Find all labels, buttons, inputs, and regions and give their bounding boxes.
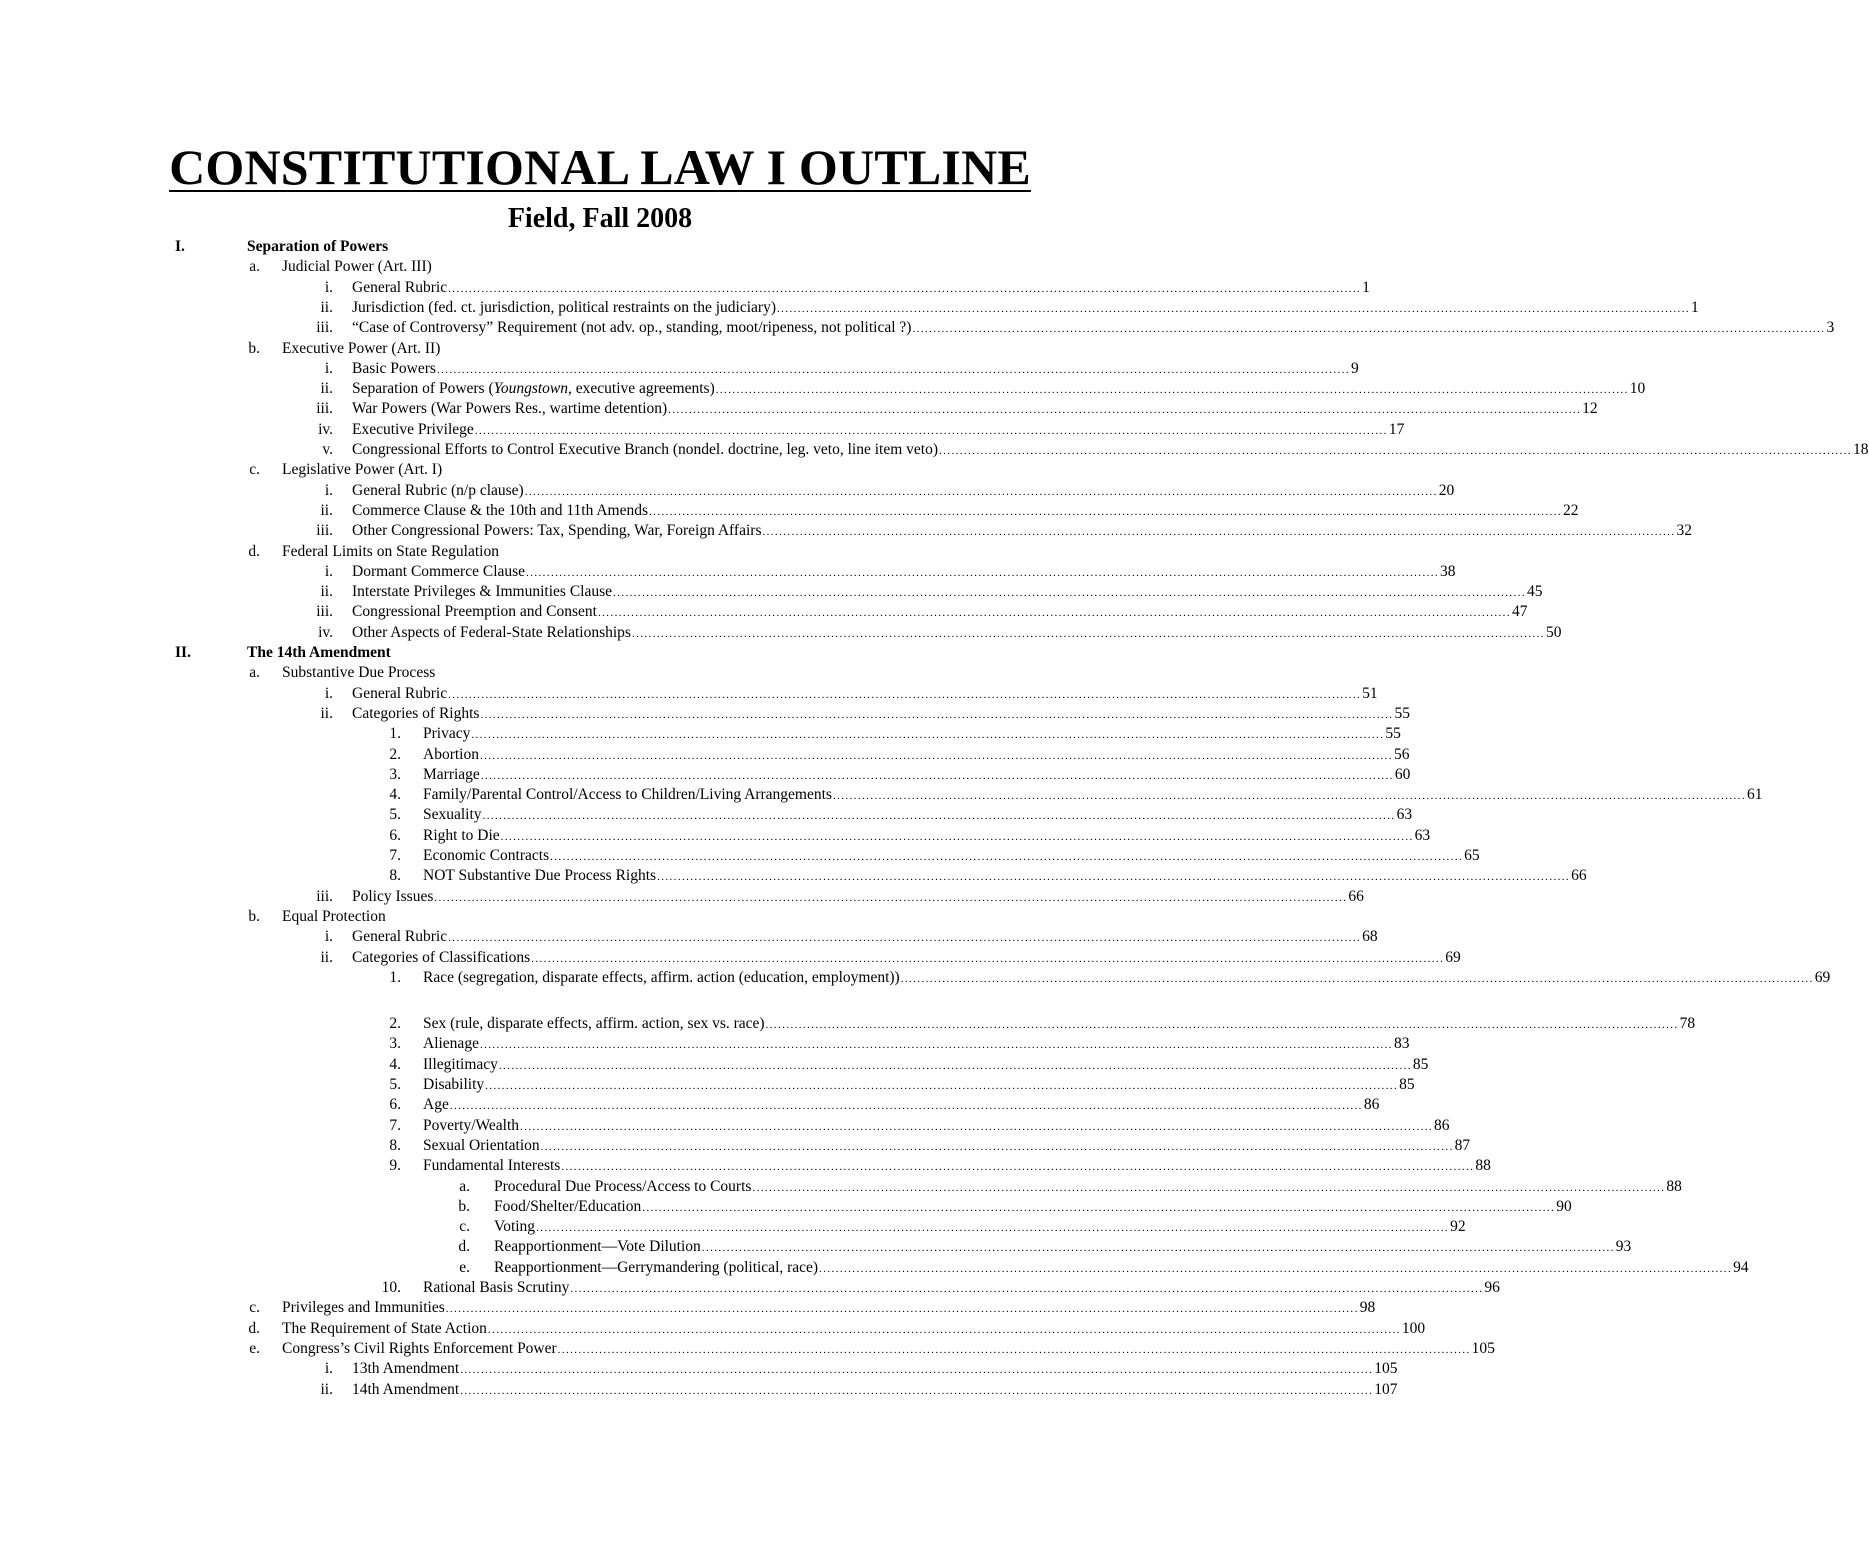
toc-entry-number: 2. bbox=[389, 1015, 401, 1033]
toc-entry-label: Food/Shelter/Education bbox=[494, 1197, 642, 1215]
toc-entry-label: “Case of Controversy” Requirement (not adv. op., standing, moot/ripeness, not political ?) bbox=[352, 319, 912, 337]
toc-entry-label: Right to Die bbox=[423, 826, 500, 844]
toc-entry-label: Sexuality bbox=[423, 806, 482, 824]
toc-leader-dots: ............................................................................................................................................................................................................................ bbox=[434, 891, 1348, 904]
toc-leader-dots: ............................................................................................................................................................................................................................ bbox=[479, 1039, 1393, 1052]
toc-entry-page: 1 bbox=[1362, 278, 1370, 296]
toc-entry-label: Economic Contracts bbox=[423, 847, 550, 864]
toc-entry-label: Privacy bbox=[423, 725, 471, 743]
toc-entry-label: The 14th Amendment bbox=[247, 644, 391, 661]
toc-entry-number: i. bbox=[324, 278, 333, 296]
toc-leader-dots: ............................................................................................................................................................................................................................ bbox=[449, 1100, 1363, 1113]
toc-entry bbox=[316, 318, 1835, 338]
toc-entry-number: ii. bbox=[320, 501, 333, 519]
toc-entry bbox=[316, 521, 1692, 541]
toc-entry bbox=[249, 663, 1057, 683]
toc-leader-dots: ............................................................................................................................................................................................................................ bbox=[471, 729, 1385, 742]
toc-leader-dots: ............................................................................................................................................................................................................................ bbox=[557, 1343, 1471, 1356]
toc-entry bbox=[389, 745, 1410, 765]
toc-entry-number: a. bbox=[249, 664, 260, 682]
toc-entry-label: General Rubric bbox=[352, 928, 448, 946]
toc-entry bbox=[324, 359, 1359, 379]
toc-entry bbox=[389, 846, 1480, 866]
toc-entry-number: c. bbox=[249, 1299, 260, 1317]
toc-entry-page: 12 bbox=[1582, 400, 1598, 418]
toc-entry-page: 47 bbox=[1511, 603, 1528, 621]
toc-entry-number: i. bbox=[324, 1360, 333, 1378]
toc-entry-page: 56 bbox=[1393, 745, 1410, 763]
toc-entry bbox=[389, 1075, 1415, 1095]
toc-entry-number: 3. bbox=[389, 765, 401, 783]
toc-entry bbox=[389, 968, 1831, 988]
toc-leader-dots: ............................................................................................................................................................................................................................ bbox=[561, 1161, 1475, 1174]
toc-entry-number: 1. bbox=[389, 968, 401, 986]
toc-entry bbox=[248, 339, 1057, 359]
toc-entry-page: 9 bbox=[1350, 359, 1359, 377]
toc-leader-dots: ............................................................................................................................................................................................................................ bbox=[524, 485, 1438, 498]
toc-entry-number: iii. bbox=[316, 319, 333, 337]
toc-entry-label: Illegitimacy bbox=[423, 1055, 498, 1073]
toc-entry-page: 1 bbox=[1691, 298, 1699, 316]
toc-entry-number: i. bbox=[324, 562, 333, 580]
toc-entry-label: Disability bbox=[423, 1076, 485, 1093]
toc-entry-number: d. bbox=[248, 542, 260, 560]
toc-leader-dots: ............................................................................................................................................................................................................................ bbox=[832, 790, 1746, 803]
toc-entry-label: War Powers (War Powers Res., wartime detention) bbox=[352, 400, 668, 418]
toc-entry bbox=[316, 887, 1364, 907]
toc-entry bbox=[320, 379, 1646, 399]
toc-leader-dots: ............................................................................................................................................................................................................................ bbox=[540, 1140, 1454, 1153]
toc-entry-label: Jurisdiction (fed. ct. jurisdiction, political restraints on the judiciary) bbox=[352, 298, 776, 316]
toc-entry-page: 61 bbox=[1746, 786, 1763, 804]
toc-entry-label: Reapportionment—Vote Dilution bbox=[494, 1238, 701, 1256]
toc-entry bbox=[175, 237, 1057, 257]
toc-entry-number: 7. bbox=[389, 847, 401, 864]
document-title-text: CONSTITUTIONAL LAW I OUTLINE bbox=[169, 139, 1031, 195]
toc-entry-number: ii. bbox=[320, 298, 333, 316]
toc-entry-number: i. bbox=[324, 684, 333, 702]
toc-entry bbox=[248, 542, 1057, 562]
toc-entry bbox=[249, 257, 1057, 277]
toc-entry-label: Dormant Commerce Clause bbox=[352, 562, 526, 580]
toc-leader-dots: ............................................................................................................................................................................................................................ bbox=[500, 830, 1414, 843]
toc-entry-number: ii. bbox=[320, 948, 333, 966]
toc-entry-page: 45 bbox=[1527, 583, 1543, 601]
toc-leader-dots: ............................................................................................................................................................................................................................ bbox=[715, 384, 1629, 397]
toc-entry-page: 22 bbox=[1563, 501, 1579, 519]
toc-entry bbox=[458, 1197, 1572, 1217]
toc-entry-page: 93 bbox=[1615, 1238, 1632, 1256]
toc-entry-number: 6. bbox=[389, 826, 401, 844]
toc-leader-dots: ............................................................................................................................................................................................................................ bbox=[460, 1364, 1374, 1377]
toc-entry bbox=[322, 440, 1869, 460]
toc-entry-label: Congressional Efforts to Control Executive Branch (nondel. doctrine, leg. veto, line item veto) bbox=[352, 441, 938, 458]
toc-entry bbox=[389, 765, 1411, 785]
toc-leader-dots: ............................................................................................................................................................................................................................ bbox=[520, 1120, 1434, 1133]
toc-entry bbox=[175, 643, 1057, 663]
toc-entry-page: 87 bbox=[1454, 1136, 1471, 1154]
toc-entry bbox=[389, 785, 1763, 805]
toc-leader-dots: ............................................................................................................................................................................................................................ bbox=[536, 1222, 1450, 1235]
toc-entry-label: Family/Parental Control/Access to Children/Living Arrangements bbox=[423, 786, 832, 804]
toc-leader-dots: ............................................................................................................................................................................................................................ bbox=[765, 1019, 1679, 1032]
toc-entry-page: 66 bbox=[1571, 867, 1587, 885]
toc-entry-label: Reapportionment—Gerrymandering (political, race) bbox=[494, 1258, 819, 1276]
toc-entry-label: Basic Powers bbox=[352, 359, 436, 377]
toc-entry-page: 83 bbox=[1393, 1035, 1410, 1053]
toc-entry-page: 86 bbox=[1363, 1096, 1380, 1114]
toc-entry-number: 5. bbox=[389, 1076, 401, 1093]
toc-leader-dots: ............................................................................................................................................................................................................................ bbox=[819, 1262, 1733, 1275]
toc-entry bbox=[320, 501, 1579, 521]
toc-entry-label: Interstate Privileges & Immunities Clause bbox=[352, 583, 613, 601]
toc-entry-number: iv. bbox=[318, 623, 333, 641]
toc-entry-number: 4. bbox=[389, 786, 401, 804]
toc-entry-page: 86 bbox=[1434, 1116, 1450, 1134]
toc-entry bbox=[320, 948, 1461, 968]
toc-entry-number: II. bbox=[175, 644, 191, 661]
toc-entry-label: Marriage bbox=[423, 765, 480, 783]
toc-entry-label: Federal Limits on State Regulation bbox=[282, 542, 499, 560]
toc-entry-label: General Rubric (n/p clause) bbox=[352, 481, 524, 499]
toc-entry-page: 85 bbox=[1412, 1055, 1429, 1073]
toc-entry-label: Age bbox=[423, 1096, 449, 1114]
toc-entry-page: 69 bbox=[1445, 948, 1461, 966]
toc-entry-number: ii. bbox=[320, 1380, 333, 1398]
toc-leader-dots: ............................................................................................................................................................................................................................ bbox=[597, 607, 1511, 620]
toc-entry-label: Executive Privilege bbox=[352, 420, 474, 438]
toc-entry-page: 17 bbox=[1388, 420, 1405, 438]
toc-entry bbox=[249, 1339, 1495, 1359]
toc-entry bbox=[389, 1156, 1491, 1176]
toc-entry bbox=[389, 1136, 1471, 1156]
toc-entry-page: 63 bbox=[1414, 826, 1431, 844]
toc-entry-page: 55 bbox=[1385, 725, 1401, 743]
toc-entry-label: Legislative Power (Art. I) bbox=[282, 461, 443, 479]
toc-entry bbox=[389, 724, 1401, 744]
toc-entry-page: 63 bbox=[1396, 806, 1413, 824]
toc-entry-page: 85 bbox=[1399, 1076, 1415, 1093]
toc-entry-number: iii. bbox=[316, 887, 333, 905]
toc-entry bbox=[389, 1014, 1696, 1034]
toc-entry-label: Executive Power (Art. II) bbox=[282, 339, 441, 357]
toc-entry-page: 88 bbox=[1666, 1177, 1682, 1195]
toc-entry-label: 14th Amendment bbox=[352, 1380, 460, 1398]
toc-entry-number: iii. bbox=[316, 603, 333, 621]
toc-leader-dots: ............................................................................................................................................................................................................................ bbox=[762, 526, 1676, 539]
toc-leader-dots: ............................................................................................................................................................................................................................ bbox=[526, 566, 1440, 579]
toc-entry-number: e. bbox=[459, 1258, 470, 1276]
toc-entry-number: ii. bbox=[320, 704, 333, 722]
toc-entry bbox=[324, 684, 1378, 704]
toc-leader-dots: ............................................................................................................................................................................................................................ bbox=[570, 1283, 1484, 1295]
toc-entry-page: 96 bbox=[1484, 1279, 1500, 1296]
toc-entry-number: 1. bbox=[389, 725, 401, 743]
toc-leader-dots: ............................................................................................................................................................................................................................ bbox=[448, 282, 1362, 295]
toc-entry bbox=[318, 420, 1405, 440]
toc-entry bbox=[324, 1359, 1398, 1379]
toc-entry bbox=[324, 562, 1456, 582]
toc-entry-label: Privileges and Immunities bbox=[282, 1299, 445, 1317]
toc-entry bbox=[248, 907, 1057, 927]
toc-entry-label: Voting bbox=[494, 1218, 536, 1236]
toc-entry-page: 65 bbox=[1464, 847, 1480, 864]
toc-entry-label: Procedural Due Process/Access to Courts bbox=[494, 1177, 752, 1195]
toc-entry-number: a. bbox=[249, 258, 260, 276]
toc-entry-page: 98 bbox=[1359, 1299, 1376, 1317]
toc-leader-dots: ............................................................................................................................................................................................................................ bbox=[485, 1080, 1399, 1092]
toc-entry-number: 8. bbox=[389, 1136, 401, 1154]
toc-entry bbox=[249, 460, 1057, 480]
toc-entry-label: Poverty/Wealth bbox=[423, 1116, 520, 1134]
toc-entry-number: b. bbox=[458, 1197, 470, 1215]
toc-entry-page: 69 bbox=[1814, 968, 1831, 986]
toc-entry-label: Fundamental Interests bbox=[423, 1157, 561, 1175]
toc-leader-dots: ............................................................................................................................................................................................................................ bbox=[474, 424, 1388, 437]
toc-entry-label: Abortion bbox=[423, 745, 479, 763]
toc-entry-page: 94 bbox=[1733, 1258, 1749, 1276]
toc-entry-label: Judicial Power (Art. III) bbox=[282, 258, 432, 276]
toc-entry-number: e. bbox=[249, 1339, 260, 1357]
toc-leader-dots: ............................................................................................................................................................................................................................ bbox=[445, 1303, 1359, 1316]
toc-entry bbox=[389, 1116, 1450, 1136]
toc-entry-page: 32 bbox=[1676, 522, 1692, 540]
toc-entry-number: i. bbox=[324, 359, 333, 377]
toc-leader-dots: ............................................................................................................................................................................................................................ bbox=[487, 1323, 1401, 1336]
toc-entry-label: Alienage bbox=[423, 1035, 479, 1053]
toc-entry-label: Race (segregation, disparate effects, affirm. action (education, employment)) bbox=[423, 968, 900, 986]
toc-entry-page: 20 bbox=[1438, 481, 1455, 499]
toc-entry-number: iii. bbox=[316, 522, 333, 540]
toc-entry-label: Separation of Powers bbox=[247, 238, 389, 255]
toc-entry-label-italic: Youngstown bbox=[493, 380, 568, 398]
toc-entry-page: 10 bbox=[1629, 380, 1646, 398]
toc-entry-number: 6. bbox=[389, 1096, 401, 1114]
toc-entry-number: ii. bbox=[320, 380, 333, 398]
toc-entry-number: I. bbox=[175, 238, 185, 255]
toc-entry-number: 8. bbox=[389, 867, 401, 885]
toc-leader-dots: ............................................................................................................................................................................................................................ bbox=[657, 871, 1571, 884]
toc-entry-label: 13th Amendment bbox=[352, 1360, 460, 1378]
toc-entry-number: 2. bbox=[389, 745, 401, 763]
toc-entry bbox=[320, 1380, 1398, 1400]
toc-leader-dots: ............................................................................................................................................................................................................................ bbox=[649, 505, 1563, 518]
toc-leader-dots: ............................................................................................................................................................................................................................ bbox=[480, 769, 1394, 782]
toc-entry-label-part: , executive agreements) bbox=[568, 380, 715, 398]
toc-entry-page: 51 bbox=[1362, 684, 1378, 702]
toc-entry-number: d. bbox=[458, 1238, 470, 1256]
toc-entry bbox=[318, 623, 1562, 643]
toc-entry-page: 88 bbox=[1475, 1157, 1491, 1175]
toc-entry-label: Other Aspects of Federal-State Relationships bbox=[352, 623, 631, 641]
toc-leader-dots: ............................................................................................................................................................................................................................ bbox=[479, 749, 1393, 762]
toc-entry-number: c. bbox=[249, 461, 260, 479]
toc-leader-dots: ............................................................................................................................................................................................................................ bbox=[939, 445, 1852, 457]
toc-leader-dots: ............................................................................................................................................................................................................................ bbox=[668, 404, 1582, 417]
toc-entry-number: b. bbox=[248, 907, 260, 925]
toc-entry-label: Other Congressional Powers: Tax, Spending, War, Foreign Affairs bbox=[352, 522, 762, 540]
toc-leader-dots: ............................................................................................................................................................................................................................ bbox=[613, 587, 1527, 600]
toc-entry bbox=[459, 1217, 1466, 1237]
toc-entry-label: Sexual Orientation bbox=[423, 1136, 540, 1154]
toc-entry-label bbox=[352, 379, 715, 399]
toc-entry-number: 5. bbox=[389, 806, 401, 824]
toc-entry-page: 66 bbox=[1348, 887, 1364, 905]
toc-entry bbox=[389, 826, 1431, 846]
toc-entry-label: Categories of Rights bbox=[352, 704, 480, 722]
toc-entry-label: General Rubric bbox=[352, 684, 448, 702]
toc-entry-page: 38 bbox=[1440, 562, 1456, 580]
toc-entry-label: Commerce Clause & the 10th and 11th Amends bbox=[352, 501, 649, 519]
toc-entry-number: b. bbox=[248, 339, 260, 357]
toc-leader-dots: ............................................................................................................................................................................................................................ bbox=[498, 1059, 1412, 1072]
toc-leader-dots: ............................................................................................................................................................................................................................ bbox=[752, 1181, 1666, 1194]
toc-leader-dots: ............................................................................................................................................................................................................................ bbox=[912, 323, 1826, 336]
toc-entry-page: 55 bbox=[1394, 704, 1410, 722]
toc-entry-page: 18 bbox=[1853, 441, 1869, 458]
toc-leader-dots: ............................................................................................................................................................................................................................ bbox=[482, 810, 1396, 823]
toc-entry-number: 7. bbox=[389, 1116, 401, 1134]
toc-entry-page: 50 bbox=[1545, 623, 1562, 641]
toc-entry bbox=[389, 1055, 1429, 1075]
toc-entry-label: Congressional Preemption and Consent bbox=[352, 603, 597, 621]
document-subtitle: Field, Fall 2008 bbox=[507, 203, 693, 234]
toc-entry bbox=[458, 1237, 1632, 1257]
toc-entry bbox=[389, 1095, 1380, 1115]
toc-entry-label: Sex (rule, disparate effects, affirm. action, sex vs. race) bbox=[423, 1015, 765, 1033]
toc-entry-number: c. bbox=[459, 1218, 470, 1236]
toc-entry-label: Congress’s Civil Rights Enforcement Power bbox=[282, 1339, 557, 1357]
toc-entry bbox=[320, 298, 1699, 318]
toc-entry-number: ii. bbox=[320, 583, 333, 601]
toc-entry-label: General Rubric bbox=[352, 278, 448, 296]
toc-entry-page: 105 bbox=[1374, 1360, 1398, 1378]
toc-entry bbox=[381, 1278, 1500, 1298]
toc-entry-number: 9. bbox=[389, 1157, 401, 1175]
toc-entry-label: The Requirement of State Action bbox=[282, 1319, 487, 1337]
toc-entry-page: 78 bbox=[1679, 1015, 1696, 1033]
toc-entry bbox=[389, 805, 1413, 825]
toc-leader-dots: ............................................................................................................................................................................................................................ bbox=[642, 1201, 1556, 1214]
toc-entry bbox=[324, 927, 1378, 947]
toc-entry bbox=[248, 1319, 1426, 1339]
toc-entry-number: v. bbox=[322, 441, 333, 458]
toc-entry-number: 3. bbox=[389, 1035, 401, 1053]
toc-entry-label: Policy Issues bbox=[352, 887, 434, 905]
toc-entry bbox=[459, 1258, 1749, 1278]
toc-entry-number: i. bbox=[324, 481, 333, 499]
toc-entry-label: Substantive Due Process bbox=[282, 664, 436, 682]
toc-entry-label: Categories of Classifications bbox=[352, 948, 531, 966]
toc-leader-dots: ............................................................................................................................................................................................................................ bbox=[460, 1384, 1374, 1397]
toc-entry-label-part: Separation of Powers ( bbox=[352, 380, 494, 398]
toc-entry-page: 60 bbox=[1394, 765, 1411, 783]
toc-entry-label: NOT Substantive Due Process Rights bbox=[423, 867, 657, 885]
toc-entry-number: iv. bbox=[318, 420, 333, 438]
document-title bbox=[0, 138, 1200, 196]
toc-leader-dots: ............................................................................................................................................................................................................................ bbox=[550, 851, 1464, 863]
toc-leader-dots: ............................................................................................................................................................................................................................ bbox=[448, 688, 1362, 701]
toc-entry-page: 3 bbox=[1826, 319, 1835, 337]
toc-entry-label: Equal Protection bbox=[282, 907, 386, 925]
toc-entry bbox=[316, 399, 1598, 419]
toc-entry bbox=[459, 1177, 1682, 1197]
toc-entry bbox=[316, 602, 1528, 622]
toc-entry-page: 90 bbox=[1556, 1197, 1572, 1215]
toc-entry-number: 4. bbox=[389, 1055, 401, 1073]
toc-entry-page: 100 bbox=[1401, 1319, 1426, 1337]
toc-leader-dots: ............................................................................................................................................................................................................................ bbox=[777, 302, 1690, 315]
toc-entry bbox=[389, 1034, 1410, 1054]
toc-entry-number: a. bbox=[459, 1177, 470, 1195]
toc-leader-dots: ............................................................................................................................................................................................................................ bbox=[531, 952, 1445, 965]
toc-leader-dots: ............................................................................................................................................................................................................................ bbox=[900, 972, 1814, 985]
toc-entry-page: 105 bbox=[1471, 1339, 1495, 1357]
toc-entry bbox=[389, 866, 1587, 886]
toc-leader-dots: ............................................................................................................................................................................................................................ bbox=[448, 932, 1362, 945]
toc-entry-label: Rational Basis Scrutiny bbox=[423, 1279, 570, 1296]
toc-entry bbox=[249, 1298, 1376, 1318]
toc-entry-page: 68 bbox=[1362, 928, 1378, 946]
toc-entry-number: iii. bbox=[316, 400, 333, 418]
toc-entry bbox=[324, 481, 1455, 501]
toc-entry-page: 92 bbox=[1450, 1218, 1466, 1236]
toc-leader-dots: ............................................................................................................................................................................................................................ bbox=[631, 627, 1545, 640]
toc-entry bbox=[324, 278, 1370, 298]
toc-entry-number: i. bbox=[324, 928, 333, 946]
toc-entry-page: 107 bbox=[1374, 1380, 1398, 1398]
toc-leader-dots: ............................................................................................................................................................................................................................ bbox=[436, 363, 1350, 376]
toc-entry-number: 10. bbox=[381, 1279, 401, 1296]
toc-leader-dots: ............................................................................................................................................................................................................................ bbox=[480, 708, 1394, 721]
toc-entry bbox=[320, 704, 1410, 724]
toc-leader-dots: ............................................................................................................................................................................................................................ bbox=[701, 1242, 1615, 1255]
toc-entry-number: d. bbox=[248, 1319, 260, 1337]
toc-entry bbox=[320, 582, 1543, 602]
